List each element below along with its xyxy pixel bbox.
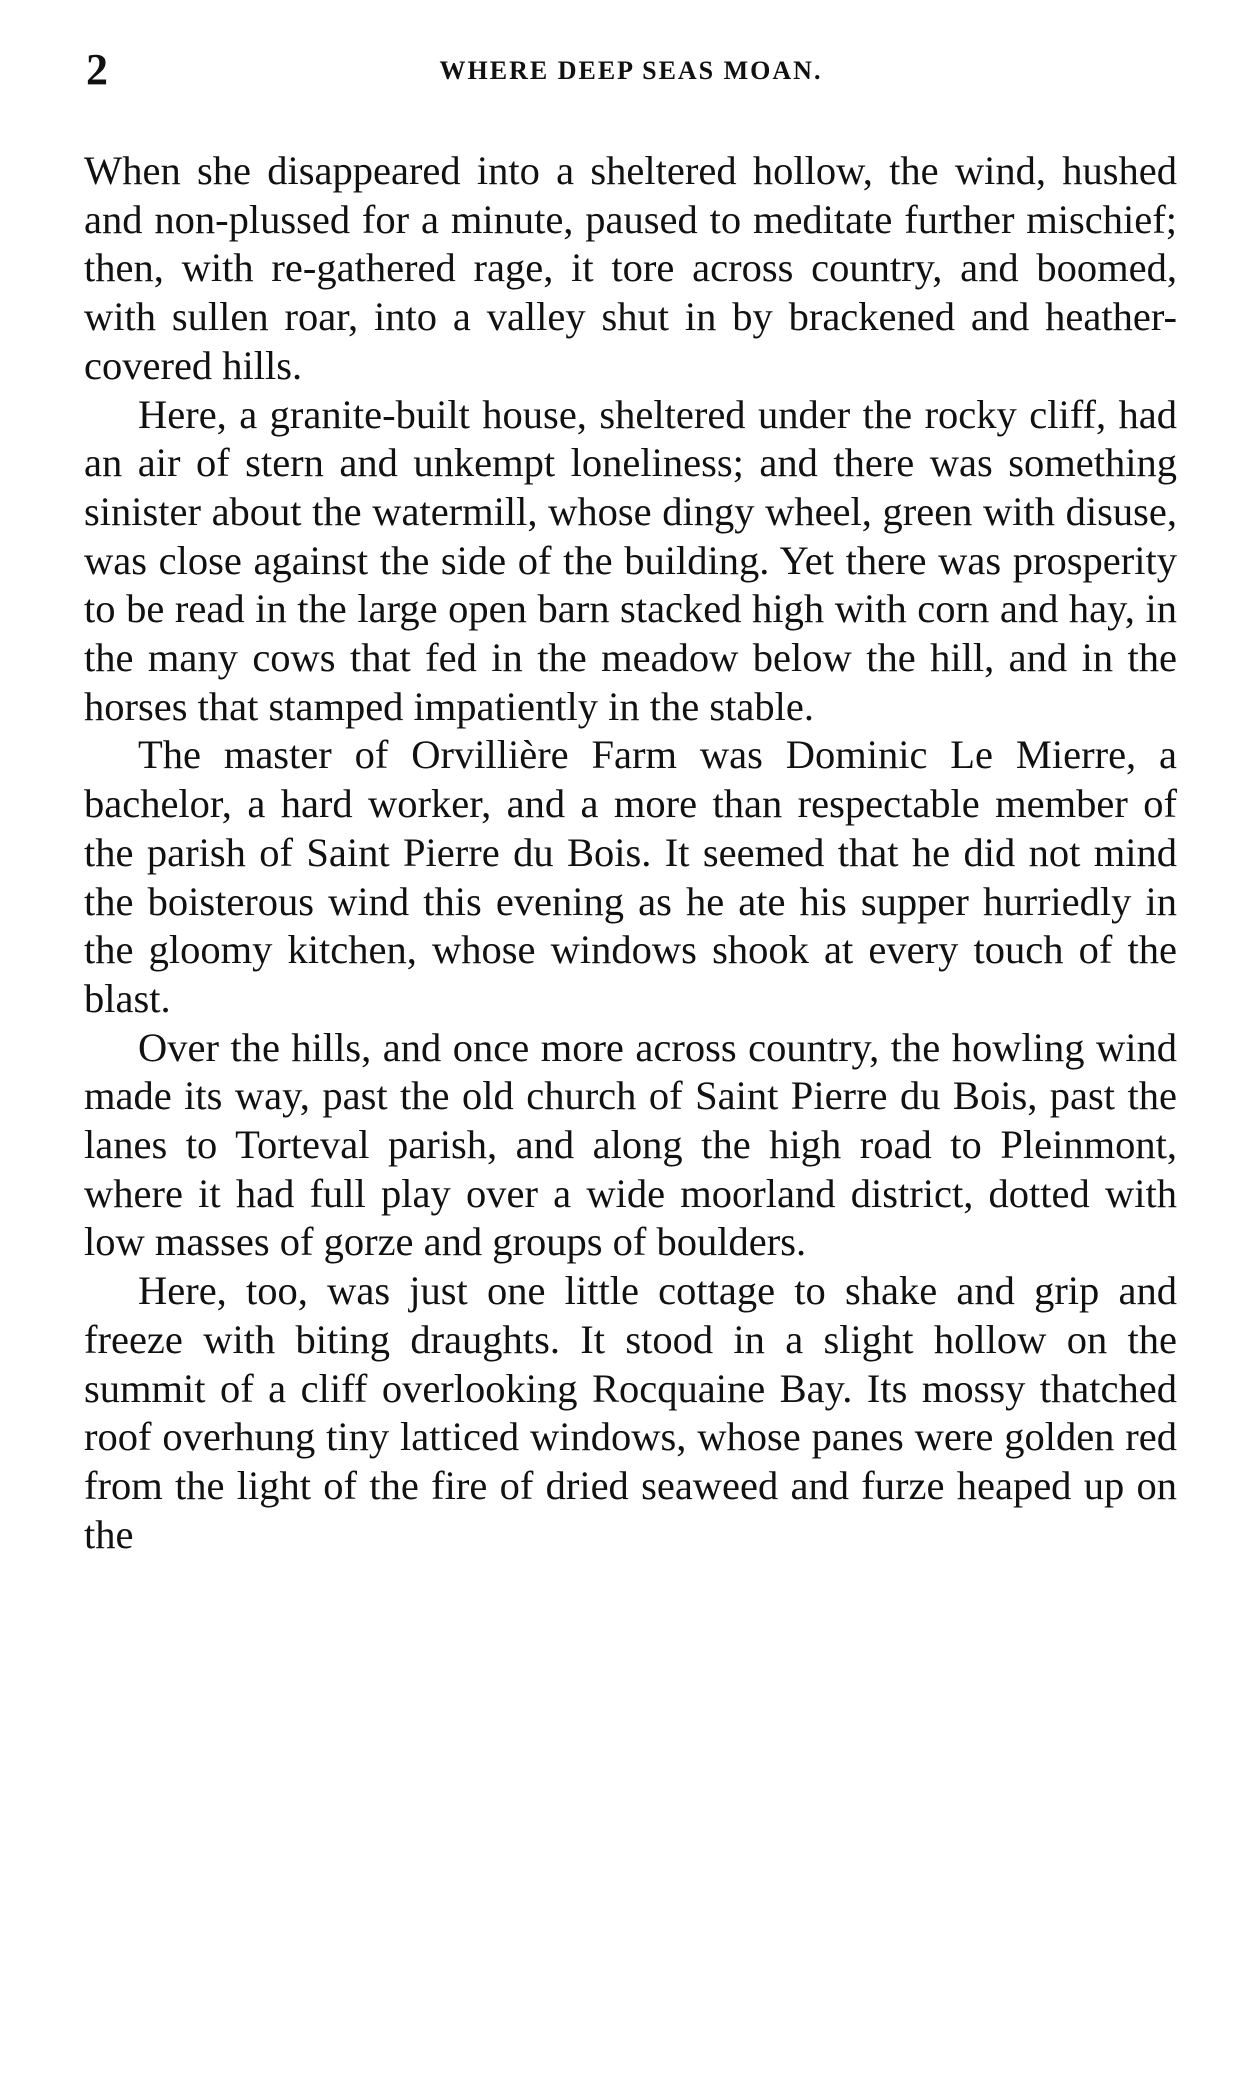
paragraph: Here, too, was just one little cottage to shake and grip and freeze with biting draughts. It stood in a slight hollow on the summit of a cliff overlooking Rocquaine Bay. Its mossy thatched roof overhung tiny latticed windows, whose panes were golden red from the light of the fire of dried seaweed and furze heaped up on the (84, 1268, 1177, 1557)
page-number: 2 (86, 45, 108, 94)
paragraph: When she disappeared into a sheltered hollow, the wind, hushed and non-plussed for a minute, paused to meditate further mischief; then, with re-gathered rage, it tore across country, and boomed, with sullen roar, into a valley shut in by brackened and heather-covered hills. (84, 148, 1177, 388)
paragraph: Here, a granite-built house, sheltered under the rocky cliff, had an air of stern and unkempt loneliness; and there was something sinister about the watermill, whose dingy wheel, green with disuse, was close against the side of the building. Yet there was prosperity to be read in the large open barn stacked high with corn and hay, in the many cows that fed in the meadow below the hill, and in the horses that stamped impatiently in the stable. (84, 391, 1177, 729)
body-text (84, 147, 1177, 1559)
paragraph: Over the hills, and once more across country, the howling wind made its way, past the old church of Saint Pierre du Bois, past the lanes to Torteval parish, and along the high road to Pleinmont, where it had full play over a wide moorland district, dotted with low masses of gorze and groups of boulders. (84, 1024, 1177, 1265)
paragraph: The master of Orvillière Farm was Dominic Le Mierre, a bachelor, a hard worker, and a more than respectable member of the parish of Saint Pierre du Bois. It seemed that he did not mind the boisterous wind this evening as he ate his supper hurriedly in the gloomy kitchen, whose windows shook at every touch of the blast. (84, 732, 1177, 1021)
running-title: WHERE DEEP SEAS MOAN. (439, 56, 823, 85)
page-header (86, 40, 1176, 100)
